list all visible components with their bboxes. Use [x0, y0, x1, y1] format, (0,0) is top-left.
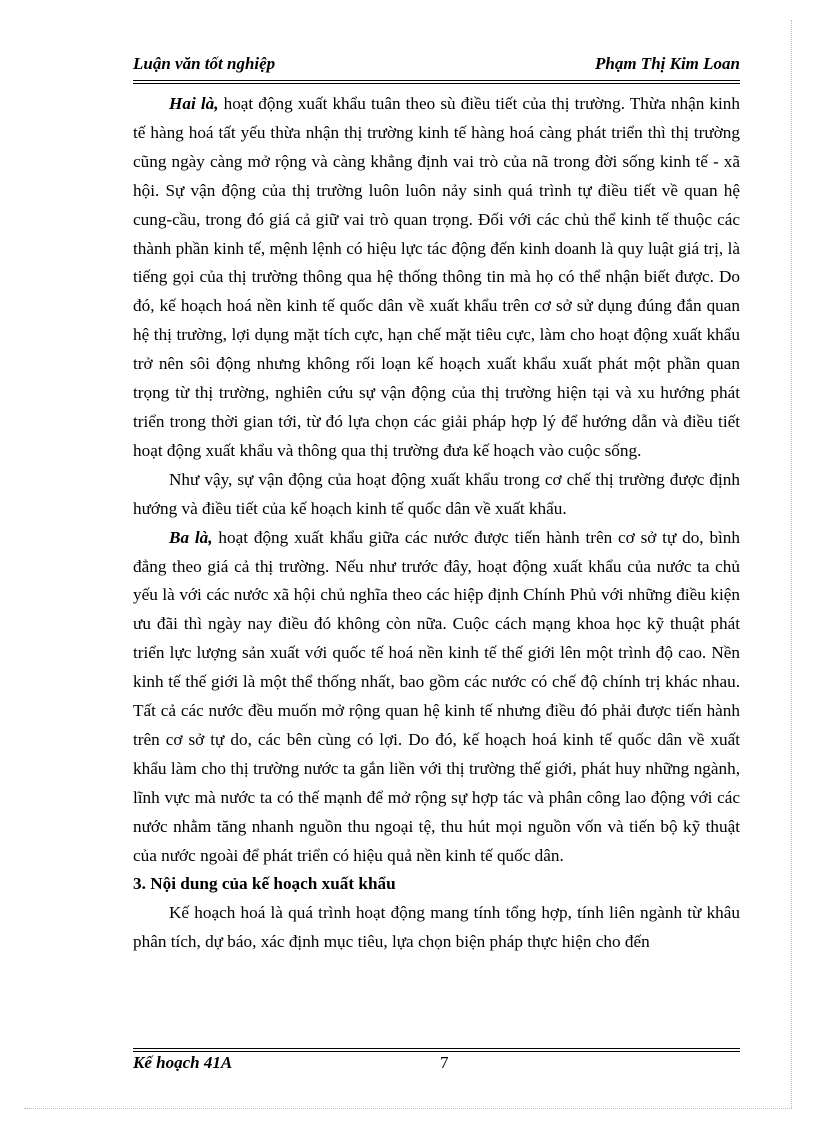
- paragraph-text-hai-la: hoạt động xuất khẩu tuân theo sù điều tiết của thị trường. Thừa nhận kinh tế hàng hoá tất yếu thừa nhận thị trường kinh tế hàng hoá càng phát triển thì thị trường cũng ngày càng mở rộng và càng khẳng định vai trò của nã trong đời sống kinh tế - xã hội. Sự vận động của thị trường luôn luôn nảy sinh quá trình tự điều tiết về quan hệ cung-cầu, trong đó giá cả giữ vai trò quan trọng. Đối với các chủ thể kinh tế thuộc các thành phần kinh tế, mệnh lệnh có hiệu lực tác động đến kinh doanh là quy luật giá trị, là tiếng gọi của thị trường thông qua hệ thống thông tin mà họ có thể nhận biết được. Do đó, kế hoạch hoá nền kinh tế quốc dân về xuất khẩu trên cơ sở sử dụng đúng đắn quan hệ thị trường, lợi dụng mặt tích cực, hạn chế mặt tiêu cực, làm cho hoạt động xuất khẩu trở nên sôi động nhưng không rối loạn kế hoạch xuất khẩu xuất phát một phần quan trọng từ thị trường, nghiên cứu sự vận động của thị trường hiện tại và xu hướng phát triển trong thời gian tới, từ đó lựa chọn các giải pháp hợp lý để hướng dẫn và điều tiết hoạt động xuất khẩu và thông qua thị trường đưa kế hoạch vào cuộc sống.: [133, 94, 740, 460]
- footer-divider: [133, 1048, 740, 1052]
- header-divider: [133, 80, 740, 84]
- paragraph-text-nhu-vay: Như vậy, sự vận động của hoạt động xuất khẩu trong cơ chế thị trường được định hướng và điều tiết của kế hoạch kinh tế quốc dân về xuất khẩu.: [133, 469, 740, 518]
- section-heading: 3. Nội dung của kế hoạch xuất khẩu: [133, 874, 396, 894]
- header-thesis-label: Luận văn tốt nghiệp: [133, 54, 276, 73]
- page-edge-bottom: [24, 1108, 792, 1109]
- paragraph-text-ba-la: hoạt động xuất khẩu giữa các nước được tiến hành trên cơ sở tự do, bình đẳng theo giá cả thị trường. Nếu như trước đây, hoạt động xuất khẩu của nước ta chủ yếu là với các nước xã hội chủ nghĩa theo các hiệp định Chính Phủ với những điều kiện ưu đãi thì ngày nay điều đó không còn nữa. Cuộc cách mạng khoa học kỹ thuật phát triển lực lượng sản xuất với quốc tế hoá nền kinh tế thế giới lên một trình độ cao. Nền kinh tế thế giới là một thể thống nhất, bao gồm các nước có chế độ chính trị khác nhau. Tất cả các nước đều muốn mở rộng quan hệ kinh tế nhưng điều đó phải được tiến hành trên cơ sở tự do, các bên cùng có lợi. Do đó, kế hoạch hoá kinh tế quốc dân về xuất khẩu làm cho thị trường nước ta gắn liền với thị trường thế giới, phát huy những ngành, lĩnh vực mà nước ta có thế mạnh để mở rộng sự hợp tác và phân công lao động với các nước nhằm tăng nhanh nguồn thu ngoại tệ, thu hút mọi nguồn vốn và tiến bộ kỹ thuật của nước ngoài để phát triển có hiệu quả nền kinh tế quốc dân.: [133, 527, 740, 865]
- page-edge-right: [791, 20, 792, 1108]
- paragraph-text-ke-hoach-hoa: Kế hoạch hoá là quá trình hoạt động mang tính tổng hợp, tính liên ngành từ khâu phân tích, dự báo, xác định mục tiêu, lựa chọn biện pháp thực hiện cho đến: [133, 903, 740, 952]
- footer-class-label: Kế hoạch 41A: [133, 1053, 233, 1072]
- paragraph-ke-hoach-hoa: [133, 899, 740, 957]
- header-author-name: Phạm Thị Kim Loan: [595, 54, 740, 73]
- paragraph-nhu-vay: [133, 466, 740, 524]
- page-footer: [133, 1053, 740, 1077]
- page-header: [133, 50, 740, 78]
- paragraph-lead-hai-la: Hai là,: [169, 94, 219, 113]
- paragraph-hai-la: [133, 90, 740, 466]
- paragraph-ba-la: [133, 524, 740, 871]
- page-number: 7: [440, 1053, 449, 1072]
- page-body: [133, 90, 740, 957]
- paragraph-lead-ba-la: Ba là,: [169, 527, 213, 547]
